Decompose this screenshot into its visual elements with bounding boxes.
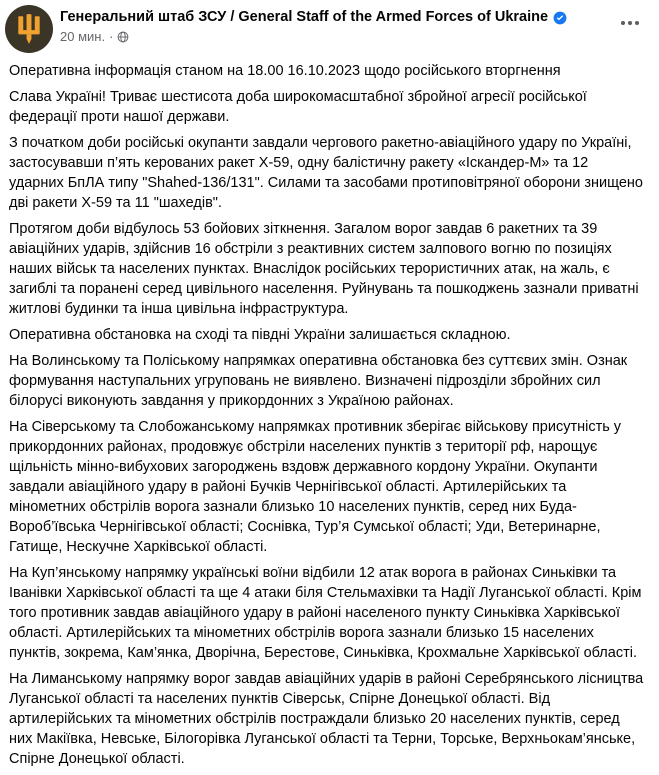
post-header [0,0,659,53]
post-meta-row [60,29,567,45]
post-paragraph: На Волинському та Поліському напрямках оперативна обстановка без суттєвих змін. Ознак формування наступальних угруповань не виявлено. Визначені підрозділи збройних сил білорусі виконують завдання у прикордонних з Україною районах. [9,353,628,409]
ellipsis-dot [628,21,632,25]
ellipsis-dot [621,21,625,25]
post-text [0,53,659,769]
post-paragraph: Оперативна обстановка на сході та півдні України залишається складною. [9,327,511,343]
post-paragraph: З початком доби російські окупанти завдали чергового ракетно-авіаційного удару по Україні, застосувавши п’ять керованих ракет Х-59, одну балістичну ракету «Іскандер-М» та 12 ударних БпЛА типу "Shahed-136/131". Силами та засобами протиповітряної оборони знищено дві ракети Х-59 та 11 "шахедів". [9,135,643,211]
globe-public-icon [117,31,129,43]
post-paragraph: На Лиманському напрямку ворог завдав авіаційних ударів в районі Серебрянського лісництва Луганської області та населених пунктів Сіверськ, Спірне Донецької області. Від артилерійських та мінометних обстрілів постраждали близько 20 населених пунктів, серед них Макіївка, Невське, Білогорівка Луганської області та Терни, Торське, Верхньокам’янське, Спірне Донецької області. [9,671,644,767]
trident-emblem-icon [16,13,42,45]
post-paragraph: На Сіверському та Слобожанському напрямках противник зберігає військову присутність у прикордонних районах, продовжує обстріли населених пунктів з території рф, нарощує щільність мінно-вибухових загороджень вздовж державного кордону України. Окупанти завдали авіаційного удару в районі Бучків Чернігівської області. Артилерійських та мінометних обстрілів ворога зазнали близько 10 населених пунктів, серед них Буда-Вороб’ївська Чернігівської області; Соснівка, Тур’я Сумської області; Уди, Ветеринарне, Гатище, Нескучне Харківської області. [9,419,622,555]
post-paragraph: Слава Україні! Триває шестисота доба широкомасштабної збройної агресії російської федерації проти нашої держави. [9,89,587,125]
header-text [60,5,567,45]
page-name-link[interactable]: Генеральний штаб ЗСУ / General Staff of the Armed Forces of Ukraine [60,9,549,25]
page-avatar[interactable] [5,5,53,53]
post-paragraph: Оперативна інформація станом на 18.00 16.10.2023 щодо російського вторгнення [9,63,561,79]
post-paragraph: Протягом доби відбулось 53 бойових зіткнення. Загалом ворог завдав 6 ракетних та 39 авіаційних ударів, здійснив 16 обстріли з реактивних систем залпового вогню по позиціях наших військ та населених пунктах. Внаслідок російських терористичних атак, на жаль, є загиблі та поранені серед цивільного населення. Руйнувань та пошкоджень зазнали приватні житлові будинки та інша цивільна інфраструктура. [9,221,639,317]
page-name-row [60,8,567,27]
verified-badge-icon [553,11,567,25]
post-paragraph: На Куп’янському напрямку українські воїни відбили 12 атак ворога в районах Синьківки та Іванівки Харківської області та ще 4 атаки біля Стельмахівки та Надії Луганської області. Крім того противник завдав авіаційного удару в районі населеного пункту Синьківка Харківської області. Артилерійських та мінометних обстрілів ворога зазнали близько 15 населених пунктів, зокрема, Кам’янка, Дворічна, Берестове, Синьківка, Крохмальне Харківської області. [9,565,642,661]
ellipsis-dot [635,21,639,25]
post-timestamp[interactable]: 20 мин. [60,29,106,44]
meta-separator: · [109,29,114,44]
post-options-button[interactable] [614,12,646,34]
